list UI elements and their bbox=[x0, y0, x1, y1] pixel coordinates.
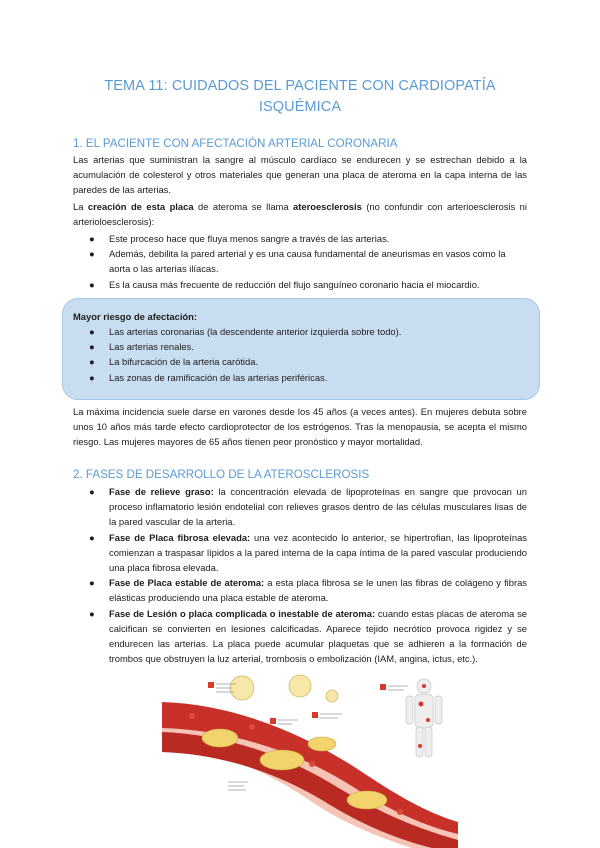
bullet-icon: ● bbox=[89, 531, 95, 543]
blood-cell bbox=[397, 809, 403, 815]
list-item: ● Las arterias renales. bbox=[73, 339, 527, 354]
step-marker-2 bbox=[270, 718, 276, 724]
brain-marker bbox=[422, 684, 426, 688]
def-mid: de ateroma se llama bbox=[193, 201, 294, 212]
bullet-icon: ● bbox=[89, 341, 95, 353]
bullet-icon: ● bbox=[89, 607, 95, 619]
plaque-deposit bbox=[260, 750, 304, 770]
blood-cell bbox=[249, 724, 255, 730]
step-marker-4 bbox=[380, 684, 386, 690]
document-title bbox=[90, 76, 510, 118]
leg-artery-marker bbox=[418, 744, 422, 748]
atherosclerosis-illustration bbox=[162, 672, 458, 848]
bullet-icon: ● bbox=[89, 248, 95, 260]
section-1-intro: Las arterias que suministran la sangre al músculo cardíaco se endurecen y se estrechan debido a la acumulación de colesterol y otros materiales que generan una placa de ateroma en la capa interna de las paredes de las arterias. bbox=[73, 154, 527, 196]
heart-marker bbox=[419, 702, 424, 707]
bullet-icon: ● bbox=[89, 233, 95, 244]
title-line-2: ISQUÉMICA bbox=[258, 99, 342, 115]
list-item: ● Además, debilita la pared arterial y es una causa fundamental de aneurismas en vasos como la aorta o las arterias ilíacas. bbox=[89, 248, 506, 275]
blood-cell bbox=[309, 761, 315, 767]
section-1-heading: 1. EL PACIENTE CON AFECTACIÓN ARTERIAL CORONARIA bbox=[73, 137, 398, 150]
bullet-icon: ● bbox=[89, 278, 95, 290]
plaque-deposit bbox=[202, 729, 238, 747]
cell-detail-icon bbox=[230, 676, 254, 700]
risk-callout-title: Mayor riesgo de afectación: bbox=[73, 311, 197, 322]
def-bold-placa: creación de esta placa bbox=[87, 201, 194, 212]
list-item: ● Fase de Placa fibrosa elevada: una vez acontecido lo anterior, se hipertrofian, las lipoproteínas comienzan a traspasar lípidos a la pared interna de la capa íntima de la pared vascular produciendo una placa fibrosa elevada. bbox=[89, 531, 527, 574]
bullet-icon: ● bbox=[89, 486, 95, 497]
list-item: ● Fase de Lesión o placa complicada o inestable de ateroma: cuando estas placas de ateroma se calcifican se convierten en lesiones calcificadas. Aparece tejido necrótico provoca rigidez y se endurecen las arterias. La placa puede acumular plaquetas que se adhieren a la formación de trombos que obstruyen la luz arterial, trombosis o embolización (IAM, angina, ictus, etc.). bbox=[89, 607, 527, 665]
bullet-icon: ● bbox=[89, 356, 95, 368]
cell-detail-icon bbox=[326, 690, 338, 702]
incidence-paragraph: La máxima incidencia suele darse en varones desde los 45 años (a veces antes). En mujeres debuta sobre unos 10 años más tarde efecto cardioprotector de los estrógenos. Tras la menopausia, se acepta el mismo riesgo. Las mujeres mayores de 65 años tienen peor pronóstico y mayor mortalidad. bbox=[73, 406, 527, 448]
definition-paragraph bbox=[73, 199, 527, 229]
risk-callout-list bbox=[73, 324, 527, 385]
bullet-icon: ● bbox=[89, 326, 95, 337]
kidney-marker bbox=[426, 718, 430, 722]
phases-list bbox=[73, 484, 527, 666]
bullet-icon: ● bbox=[89, 577, 95, 589]
title-line-1: TEMA 11: CUIDADOS DEL PACIENTE CON CARDIOPATÍA bbox=[104, 78, 496, 94]
section-2-heading: 2. FASES DE DESARROLLO DE LA ATEROSCLEROSIS bbox=[73, 468, 370, 481]
def-post: (no confundir con arterioesclerosis ni arterioloesclerosis): bbox=[73, 201, 527, 228]
list-item: ● La bifurcación de la arteria carótida. bbox=[73, 354, 527, 369]
bullet-icon: ● bbox=[89, 371, 95, 383]
list-item: ● Este proceso hace que fluya menos sangre a través de las arterias. bbox=[73, 231, 527, 246]
def-bold-ateroesclerosis: ateroesclerosis bbox=[293, 201, 362, 212]
step-marker-1 bbox=[208, 682, 214, 688]
section-1-bullets bbox=[73, 231, 527, 292]
list-item: ● Fase de relieve graso: la concentración elevada de lipoproteínas en sangre que provocan un proceso inflamatorio lesión endotelial con relieves grasos dentro de las células musculares lisas de la pared vascular de la arteria. bbox=[89, 486, 527, 528]
step-marker-3 bbox=[312, 712, 318, 718]
blood-cell bbox=[189, 713, 195, 719]
def-pre: La bbox=[73, 201, 88, 212]
cell-detail-icon bbox=[289, 675, 311, 697]
plaque-deposit bbox=[308, 737, 336, 751]
list-item: ● Fase de Placa estable de ateroma: a esta placa fibrosa se le unen las fibras de colágeno y fibras elásticas produciendo una placa estable de ateroma. bbox=[89, 577, 527, 604]
list-item: ● Las zonas de ramificación de las arterias periféricas. bbox=[73, 370, 527, 385]
plaque-deposit bbox=[347, 791, 387, 809]
list-item: ● Es la causa más frecuente de reducción del flujo sanguíneo coronario hacia el miocardio. bbox=[73, 277, 527, 292]
list-item: ● Las arterias coronarias (la descendente anterior izquierda sobre todo). bbox=[73, 324, 527, 339]
